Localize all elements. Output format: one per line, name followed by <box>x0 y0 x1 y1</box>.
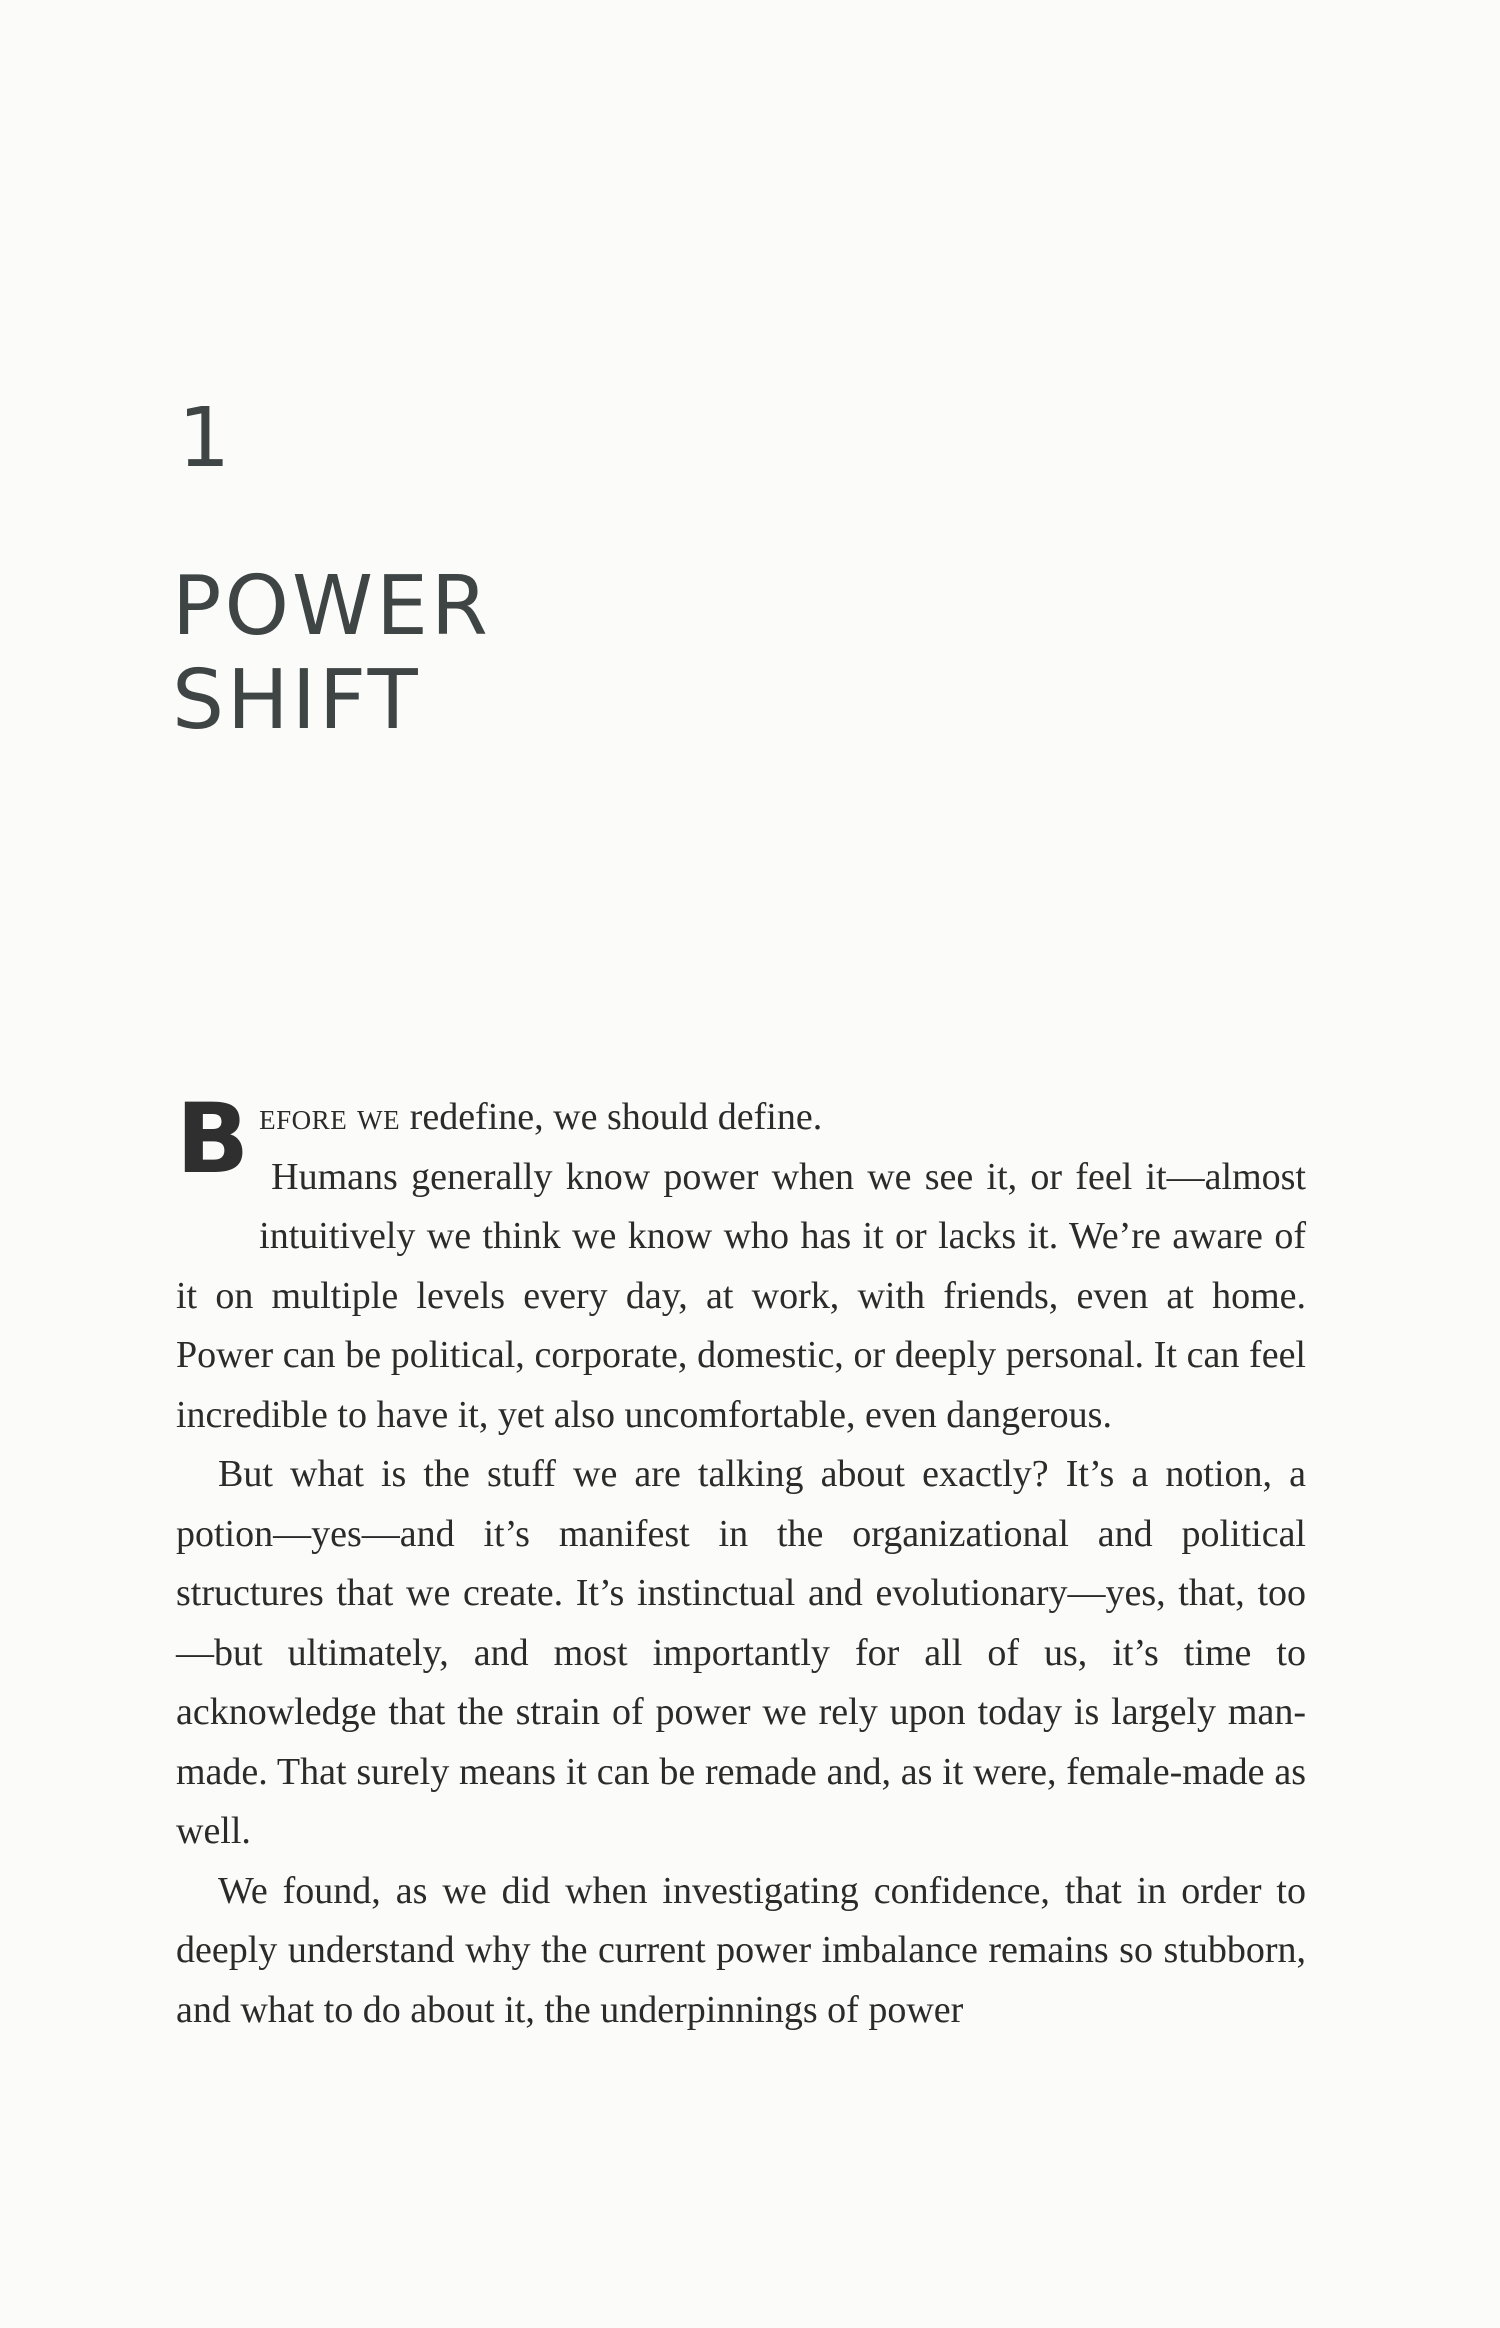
chapter-number: 1 <box>178 391 231 486</box>
lead-in-text: efore we <box>259 1096 401 1138</box>
opening-line-text: redefine, we should define. <box>400 1096 823 1138</box>
paragraph-2: But what is the stuff we are talking about exactly? It’s a notion, a potion—yes—and it’s manifest in the organizational and political structures that we create. It’s instinctual and evolutionary—yes, that, too—but ultimately, and most importantly for all of us, it’s time to acknowledge that the strain of power we rely upon today is largely man-made. That surely means it can be remade and, as it were, female-made as well. <box>176 1453 1306 1852</box>
opening-line <box>176 1088 1306 1148</box>
opening-paragraph <box>176 1083 1306 1445</box>
chapter-title-line-1: POWER <box>172 559 491 654</box>
drop-cap: B <box>176 1083 250 1195</box>
chapter-title <box>172 560 491 748</box>
paragraph-1-text: Humans generally know power when we see it, or feel it—almost intuitively we think we know who has it or lacks it. We’re aware of it on multiple levels every day, at work, with friends, even at home. Power can be political, corporate, domestic, or deeply personal. It can feel incredible to have it, yet also uncomfortable, even dangerous. <box>176 1155 1306 1436</box>
chapter-title-line-2: SHIFT <box>172 653 421 748</box>
paragraph-3: We found, as we did when investigating confidence, that in order to deeply understand why the current power imbalance remains so stubborn, and what to do about it, the underpinnings of power <box>176 1869 1306 2031</box>
chapter-body <box>176 1083 1306 2040</box>
